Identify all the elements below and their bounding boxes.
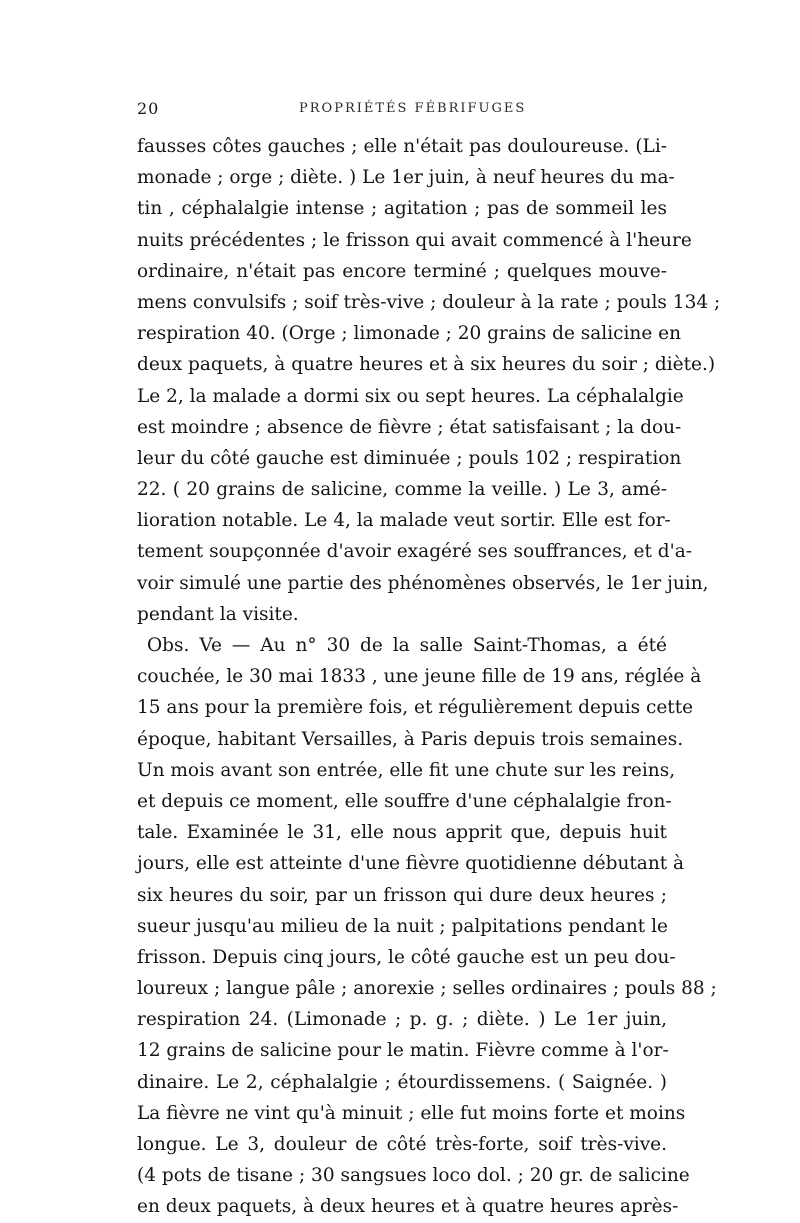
- text-line: nuits précédentes ; le frisson qui avait commencé à l'heure: [137, 229, 692, 251]
- text-line: couchée, le 30 mai 1833 , une jeune fille de 19 ans, réglée à: [137, 666, 702, 688]
- text-line: Un mois avant son entrée, elle fit une chute sur les reins,: [137, 759, 676, 781]
- paragraph-end-line: pendant la visite.: [137, 603, 299, 625]
- text-line: six heures du soir, par un frisson qui dure deux heures ;: [137, 884, 667, 906]
- text-line: en deux paquets, à deux heures et à quatre heures après-: [137, 1196, 679, 1218]
- text-line: voir simulé une partie des phénomènes observés, le 1er juin,: [137, 572, 709, 594]
- text-line: monade ; orge ; diète. ) Le 1er juin, à neuf heures du ma-: [137, 167, 675, 189]
- text-line: et depuis ce moment, elle souffre d'une céphalalgie fron-: [137, 790, 672, 812]
- running-head: PROPRIÉTÉS FÉBRIFUGES: [299, 101, 527, 116]
- text-line: époque, habitant Versailles, à Paris depuis trois semaines.: [137, 728, 684, 750]
- text-line: fausses côtes gauches ; elle n'était pas douloureuse. (Li-: [137, 136, 667, 157]
- body-text: [137, 131, 721, 1223]
- text-line: sueur jusqu'au milieu de la nuit ; palpitations pendant le: [137, 915, 668, 937]
- observation-heading-line: Obs. Ve — Au n° 30 de la salle Saint-Thomas, a été: [147, 635, 667, 656]
- text-line: 15 ans pour la première fois, et régulièrement depuis cette: [137, 697, 694, 719]
- text-line: tale. Examinée le 31, elle nous apprit que, depuis huit: [137, 822, 667, 844]
- text-line: loureux ; langue pâle ; anorexie ; selles ordinaires ; pouls 88 ;: [137, 978, 717, 1000]
- text-line: est moindre ; absence de fièvre ; état satisfaisant ; la dou-: [137, 416, 682, 438]
- page-number: 20: [137, 99, 160, 118]
- text-line: La fièvre ne vint qu'à minuit ; elle fut moins forte et moins: [137, 1102, 686, 1124]
- text-line: 12 grains de salicine pour le matin. Fièvre comme à l'or-: [137, 1040, 669, 1062]
- text-line: ordinaire, n'était pas encore terminé ; quelques mouve-: [137, 260, 667, 282]
- text-line: 22. ( 20 grains de salicine, comme la veille. ) Le 3, amé-: [137, 479, 667, 501]
- text-line: longue. Le 3, douleur de côté très-forte, soif très-vive.: [137, 1134, 667, 1155]
- text-line: tement soupçonnée d'avoir exagéré ses souffrances, et d'a-: [137, 541, 692, 563]
- text-line: dinaire. Le 2, céphalalgie ; étourdissemens. ( Saignée. ): [137, 1071, 667, 1093]
- text-line: tin , céphalalgie intense ; agitation ; pas de sommeil les: [137, 198, 667, 220]
- text-line: Le 2, la malade a dormi six ou sept heures. La céphalalgie: [137, 385, 684, 407]
- text-line: (4 pots de tisane ; 30 sangsues loco dol. ; 20 gr. de salicine: [137, 1165, 690, 1187]
- text-line: jours, elle est atteinte d'une fièvre quotidienne débutant à: [137, 853, 685, 875]
- text-line: lioration notable. Le 4, la malade veut sortir. Elle est for-: [137, 510, 671, 532]
- text-line: frisson. Depuis cinq jours, le côté gauche est un peu dou-: [137, 946, 676, 968]
- text-line: mens convulsifs ; soif très-vive ; douleur à la rate ; pouls 134 ;: [137, 291, 721, 313]
- text-line: respiration 40. (Orge ; limonade ; 20 grains de salicine en: [137, 323, 682, 345]
- text-line: respiration 24. (Limonade ; p. g. ; diète. ) Le 1er juin,: [137, 1009, 667, 1031]
- page-header: [137, 99, 667, 123]
- text-line: leur du côté gauche est diminuée ; pouls 102 ; respiration: [137, 447, 682, 469]
- text-line: deux paquets, à quatre heures et à six heures du soir ; diète.): [137, 354, 716, 376]
